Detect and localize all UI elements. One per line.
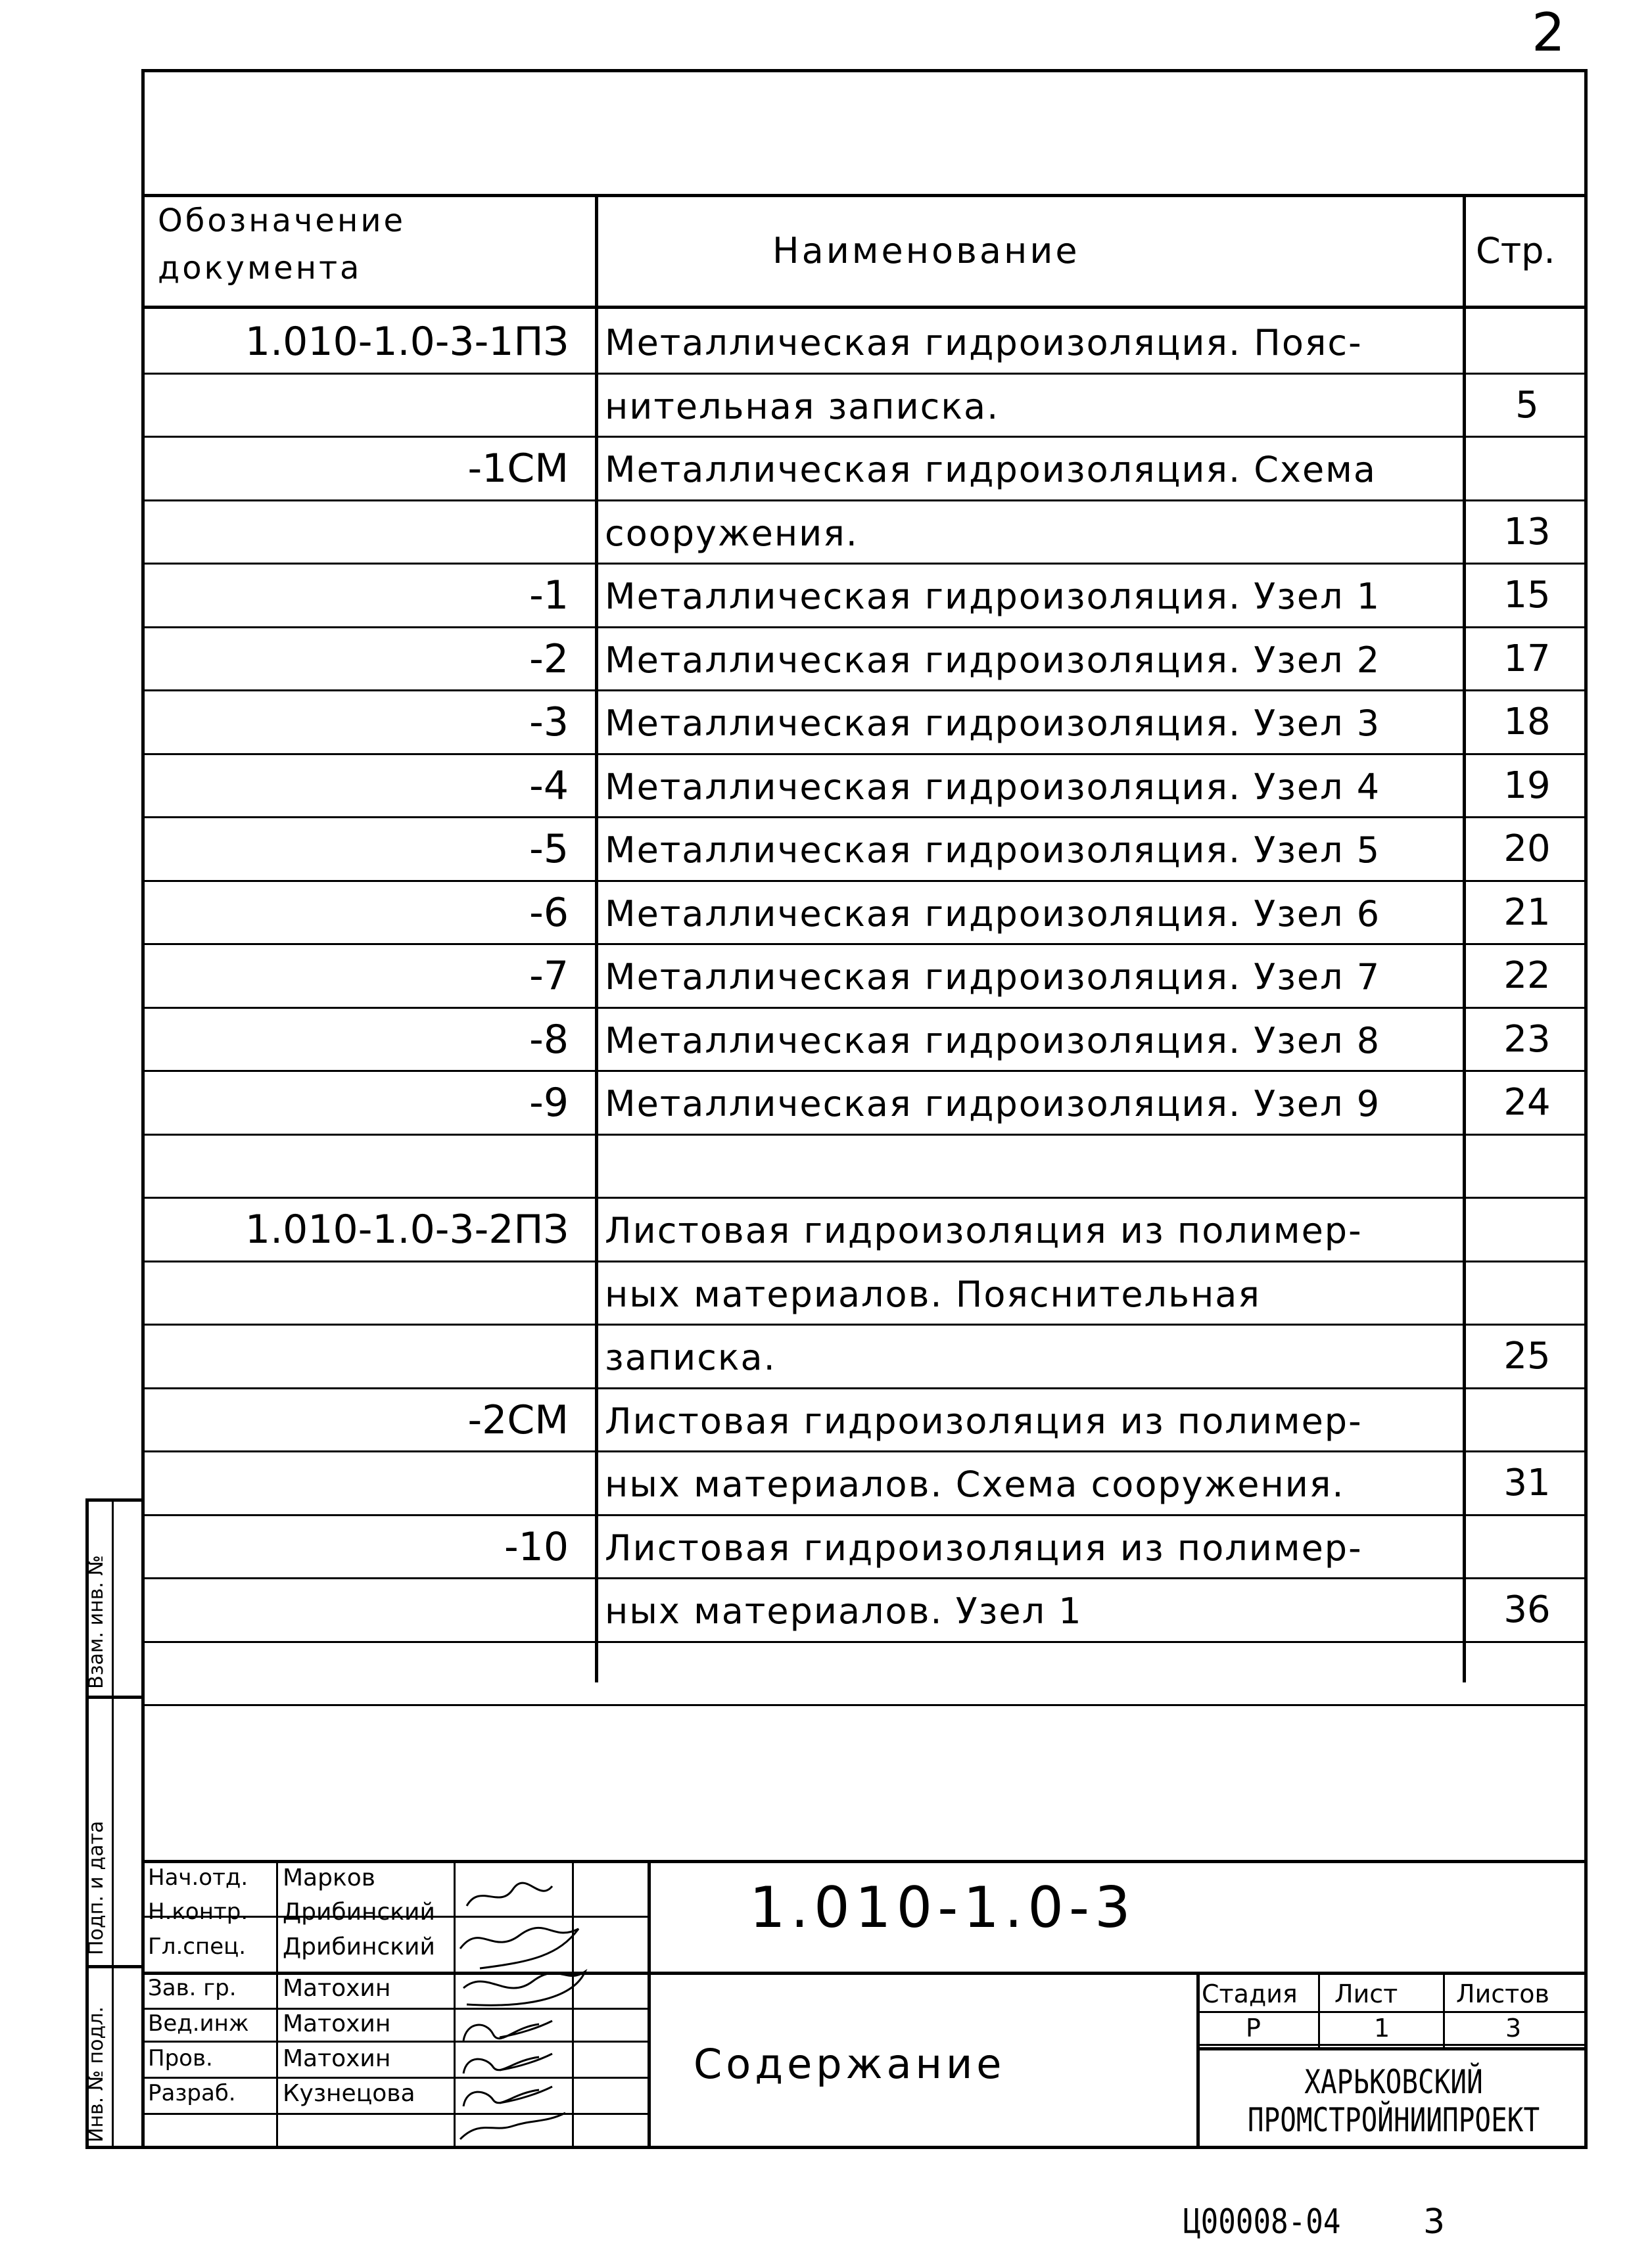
row-name: Металлическая гидроизоляция. Узел 7 bbox=[605, 956, 1381, 998]
row-name: Металлическая гидроизоляция. Пояс- bbox=[605, 322, 1363, 363]
row-page: 15 bbox=[1503, 574, 1551, 616]
stamp-role: Пров. bbox=[148, 2045, 213, 2071]
stamp-role: Н.контр. bbox=[148, 1899, 248, 1925]
table-row-line bbox=[141, 1007, 1588, 1009]
row-designation: -1 bbox=[529, 572, 569, 618]
row-page: 17 bbox=[1503, 637, 1551, 680]
row-designation: -4 bbox=[529, 762, 569, 809]
table-row-line bbox=[141, 689, 1588, 691]
table-row-line bbox=[141, 1577, 1588, 1579]
table-row-line bbox=[141, 1387, 1588, 1389]
table-row-line bbox=[141, 1324, 1588, 1326]
table-row-line bbox=[141, 1197, 1588, 1199]
header-designation bbox=[158, 197, 406, 292]
table-row-line bbox=[141, 880, 1588, 882]
row-name: Металлическая гидроизоляция. Узел 6 bbox=[605, 892, 1381, 935]
row-page: 21 bbox=[1503, 891, 1551, 934]
table-row-line bbox=[141, 816, 1588, 818]
row-name: Металлическая гидроизоляция. Узел 8 bbox=[605, 1019, 1381, 1061]
row-page: 25 bbox=[1503, 1335, 1551, 1377]
stamp-person-name: Дрибинский bbox=[283, 1933, 435, 1960]
stamp-person-name: Матохин bbox=[283, 1975, 391, 2002]
row-name: записка. bbox=[605, 1337, 776, 1378]
row-page: 18 bbox=[1503, 701, 1551, 743]
stamp-stage-label: Стадия bbox=[1202, 1979, 1298, 2008]
table-row-line bbox=[141, 499, 1588, 501]
stamp-role: Зав. гр. bbox=[148, 1975, 237, 2001]
row-designation: -5 bbox=[529, 826, 569, 872]
column-divider-1 bbox=[595, 194, 598, 1682]
row-name: Металлическая гидроизоляция. Узел 9 bbox=[605, 1083, 1381, 1124]
stamp-sheet-label: Лист bbox=[1334, 1979, 1398, 2008]
row-designation: -8 bbox=[529, 1016, 569, 1063]
row-designation: -7 bbox=[529, 953, 569, 999]
row-name: Металлическая гидроизоляция. Схема bbox=[605, 449, 1377, 490]
table-row-line bbox=[141, 1704, 1588, 1706]
row-page: 20 bbox=[1503, 827, 1551, 870]
row-name: Листовая гидроизоляция из полимер- bbox=[605, 1400, 1363, 1442]
row-designation: -3 bbox=[529, 699, 569, 745]
table-row-line bbox=[141, 436, 1588, 438]
row-designation: -10 bbox=[504, 1523, 569, 1570]
header-designation-line2: документа bbox=[158, 250, 362, 287]
row-designation: -1СМ bbox=[467, 446, 569, 492]
stamp-organization-line1: ХАРЬКОВСКИЙ bbox=[1304, 2063, 1483, 2101]
row-page: 24 bbox=[1503, 1081, 1551, 1124]
stamp-person-name: Кузнецова bbox=[283, 2080, 415, 2107]
table-row-line bbox=[141, 373, 1588, 375]
row-page: 23 bbox=[1503, 1017, 1551, 1061]
row-designation: -2СМ bbox=[467, 1397, 569, 1443]
row-name: Листовая гидроизоляция из полимер- bbox=[605, 1210, 1363, 1251]
table-row-line bbox=[141, 1641, 1588, 1643]
stamp-organization-line2: ПРОМСТРОЙНИИПРОЕКТ bbox=[1247, 2100, 1540, 2139]
archive-code: Ц00008-04 bbox=[1183, 2202, 1341, 2242]
header-name: Наименование bbox=[772, 230, 1080, 271]
sheet-number: 2 bbox=[1532, 2, 1565, 63]
row-name: нительная записка. bbox=[605, 385, 1000, 427]
row-name: ных материалов. Узел 1 bbox=[605, 1590, 1083, 1632]
archive-page: 3 bbox=[1423, 2202, 1446, 2242]
stamp-title: Содержание bbox=[694, 2040, 1006, 2088]
row-designation: 1.010-1.0-3-1ПЗ bbox=[245, 319, 569, 365]
row-page: 36 bbox=[1503, 1588, 1551, 1631]
table-row-line bbox=[141, 753, 1588, 755]
row-designation: -2 bbox=[529, 636, 569, 682]
stamp-person-name: Марков bbox=[283, 1864, 375, 1891]
row-page: 31 bbox=[1503, 1462, 1551, 1504]
table-row-line bbox=[141, 563, 1588, 565]
row-name: Листовая гидроизоляция из полимер- bbox=[605, 1527, 1363, 1569]
side-label-inv-podl: Инв. № подл. bbox=[85, 2006, 108, 2142]
stamp-top-line bbox=[141, 1860, 1588, 1863]
table-row-line bbox=[141, 1261, 1588, 1262]
table-row-line bbox=[141, 1514, 1588, 1516]
stamp-role: Нач.отд. bbox=[148, 1864, 248, 1891]
stamp-sheets-label: Листов bbox=[1456, 1979, 1549, 2008]
row-page: 19 bbox=[1503, 764, 1551, 807]
table-row-line bbox=[141, 626, 1588, 628]
stamp-sheet-value: 1 bbox=[1374, 2014, 1390, 2043]
table-header-bottom-line bbox=[141, 306, 1588, 309]
stamp-person-name: Матохин bbox=[283, 2010, 391, 2037]
stamp-person-name: Матохин bbox=[283, 2045, 391, 2072]
table-row-line bbox=[141, 943, 1588, 945]
stamp-document-code: 1.010-1.0-3 bbox=[749, 1875, 1136, 1941]
row-name: сооружения. bbox=[605, 512, 859, 554]
row-name: ных материалов. Пояснительная bbox=[605, 1273, 1261, 1315]
header-designation-line1: Обозначение bbox=[158, 202, 406, 239]
row-page: 13 bbox=[1503, 510, 1551, 553]
row-designation: 1.010-1.0-3-2ПЗ bbox=[245, 1207, 569, 1253]
row-name: ных материалов. Схема сооружения. bbox=[605, 1464, 1345, 1505]
stamp-person-name: Дрибинский bbox=[283, 1899, 435, 1926]
side-label-vzam-inv: Взам. инв. № bbox=[85, 1555, 108, 1689]
stamp-role: Вед.инж bbox=[148, 2010, 249, 2037]
stamp-stage-value: Р bbox=[1246, 2014, 1261, 2043]
stamp-organization bbox=[1235, 2064, 1553, 2139]
stamp-sheets-value: 3 bbox=[1505, 2014, 1522, 2043]
row-name: Металлическая гидроизоляция. Узел 3 bbox=[605, 703, 1381, 744]
row-name: Металлическая гидроизоляция. Узел 4 bbox=[605, 766, 1381, 808]
table-row-line bbox=[141, 1134, 1588, 1136]
row-designation: -6 bbox=[529, 889, 569, 936]
stamp-role: Гл.спец. bbox=[148, 1933, 247, 1960]
row-name: Металлическая гидроизоляция. Узел 5 bbox=[605, 829, 1381, 871]
row-name: Металлическая гидроизоляция. Узел 1 bbox=[605, 576, 1381, 617]
row-page: 22 bbox=[1503, 954, 1551, 997]
table-row-line bbox=[141, 1450, 1588, 1452]
row-name: Металлическая гидроизоляция. Узел 2 bbox=[605, 639, 1381, 681]
row-designation: -9 bbox=[529, 1080, 569, 1126]
header-page: Стр. bbox=[1476, 230, 1555, 271]
row-page: 5 bbox=[1515, 383, 1539, 427]
signatures bbox=[454, 1870, 611, 2146]
stamp-role: Разраб. bbox=[148, 2080, 236, 2106]
side-label-podp-data: Подп. и дата bbox=[85, 1820, 108, 1955]
table-row-line bbox=[141, 1070, 1588, 1072]
